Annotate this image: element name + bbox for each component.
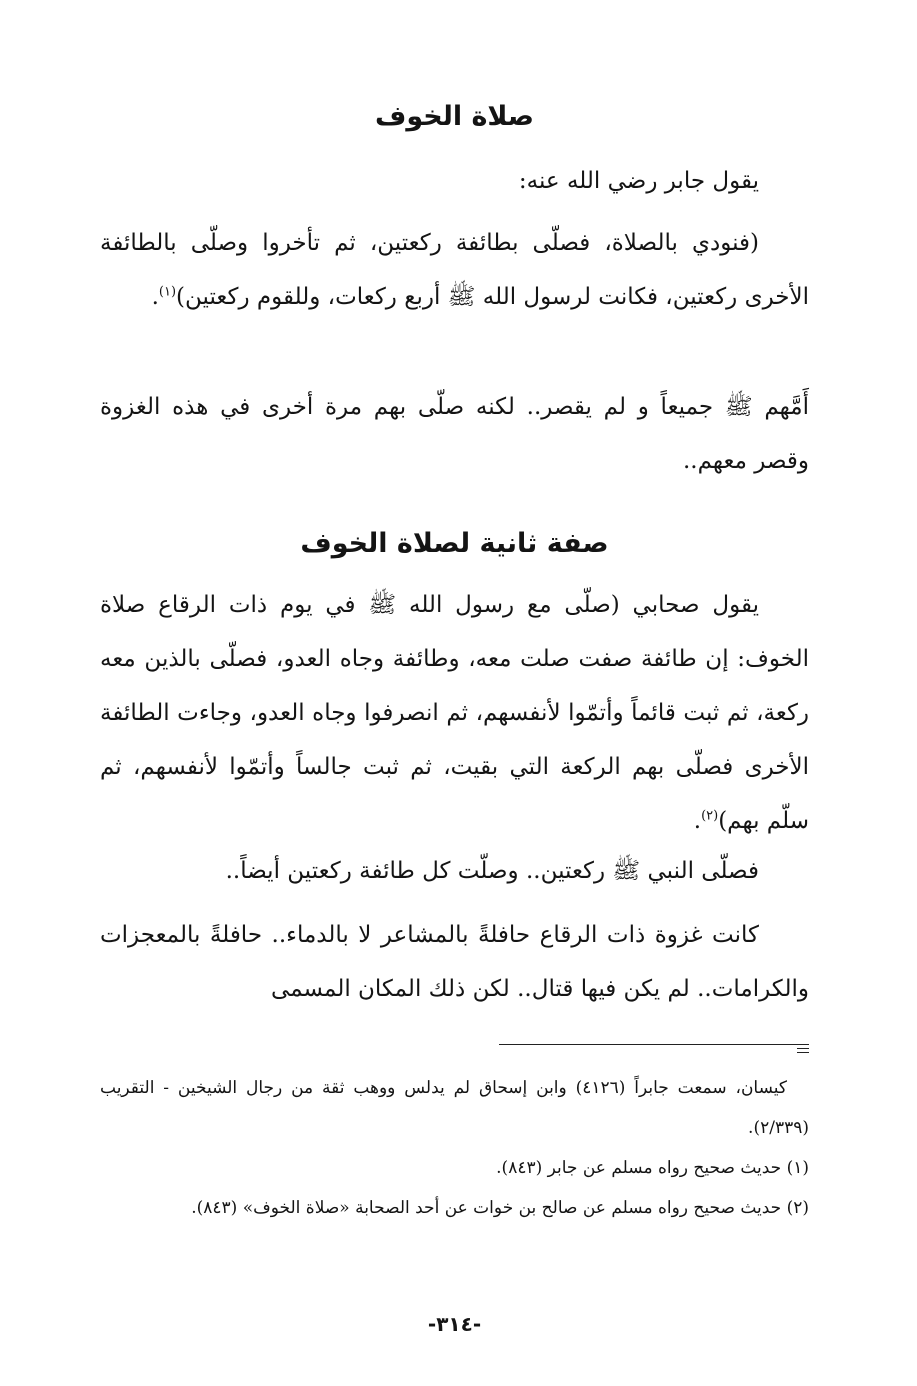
paragraph-hadith-2 [100, 578, 809, 848]
page-number: -٣١٤- [427, 1312, 482, 1336]
footnote-2: (٢) حديث صحيح رواه مسلم عن صالح بن خوات عن أحد الصحابة «صلاة الخوف» (٨٤٣). [191, 1198, 809, 1218]
paragraph-dhat-al-riqa: كانت غزوة ذات الرقاع حافلةً بالمشاعر لا بالدماء.. حافلةً بالمعجزات والكرامات.. لم يكن فيها قتال.. لكن ذلك المكان المسمى [100, 922, 809, 1002]
hadith-2-end: . [693, 808, 702, 834]
section-heading-second-form: صفة ثانية لصلاة الخوف [300, 528, 609, 559]
footnote-continuation: كيسان، سمعت جابراً (٤١٢٦) وابن إسحاق لم يدلس ووهب ثقة من رجال الشيخين - التقريب (٢/٣٣٩). [100, 1078, 809, 1138]
book-page [100, 0, 809, 1386]
section-heading-fear-prayer: صلاة الخوف [374, 101, 535, 132]
paragraph-hadith-1 [100, 216, 809, 324]
hadith-2-text: يقول صحابي (صلّى مع رسول الله ﷺ في يوم ذات الرقاع صلاة الخوف: إن طائفة صفت صلت معه، وطائفة وجاه العدو، فصلّى بالذين معه ركعة، ثم ثبت قائماً وأتمّوا لأنفسهم، ثم انصرفوا وجاه العدو، وجاءت الطائفة الأخرى فصلّى بهم الركعة التي بقيت، ثم ثبت جالساً وأتمّوا لأنفسهم، ثم سلّم بهم) [100, 592, 809, 834]
hadith-1-text: (فنودي بالصلاة، فصلّى بطائفة ركعتين، ثم تأخروا وصلّى بالطائفة الأخرى ركعتين، فكانت لرسول الله ﷺ أربع ركعات، وللقوم ركعتين) [100, 230, 809, 310]
footnote-ref-1: (١) [158, 284, 177, 300]
footnote-1: (١) حديث صحيح رواه مسلم عن جابر (٨٤٣). [496, 1158, 809, 1178]
footnote-ref-2: (٢) [701, 808, 719, 824]
hadith-1-end: . [151, 284, 159, 310]
paragraph-commentary-2: فصلّى النبي ﷺ ركعتين.. وصلّت كل طائفة ركعتين أيضاً.. [225, 858, 759, 884]
paragraph-commentary-1: أَمَّهم ﷺ جميعاً و لم يقصر.. لكنه صلّى بهم مرة أخرى في هذه الغزوة وقصر معهم.. [100, 394, 809, 474]
footnote-separator [499, 1044, 809, 1045]
paragraph-jabir-intro: يقول جابر رضي الله عنه: [518, 168, 759, 194]
footnotes-section [100, 1068, 809, 1228]
footnote-continuation-mark [797, 1048, 809, 1053]
